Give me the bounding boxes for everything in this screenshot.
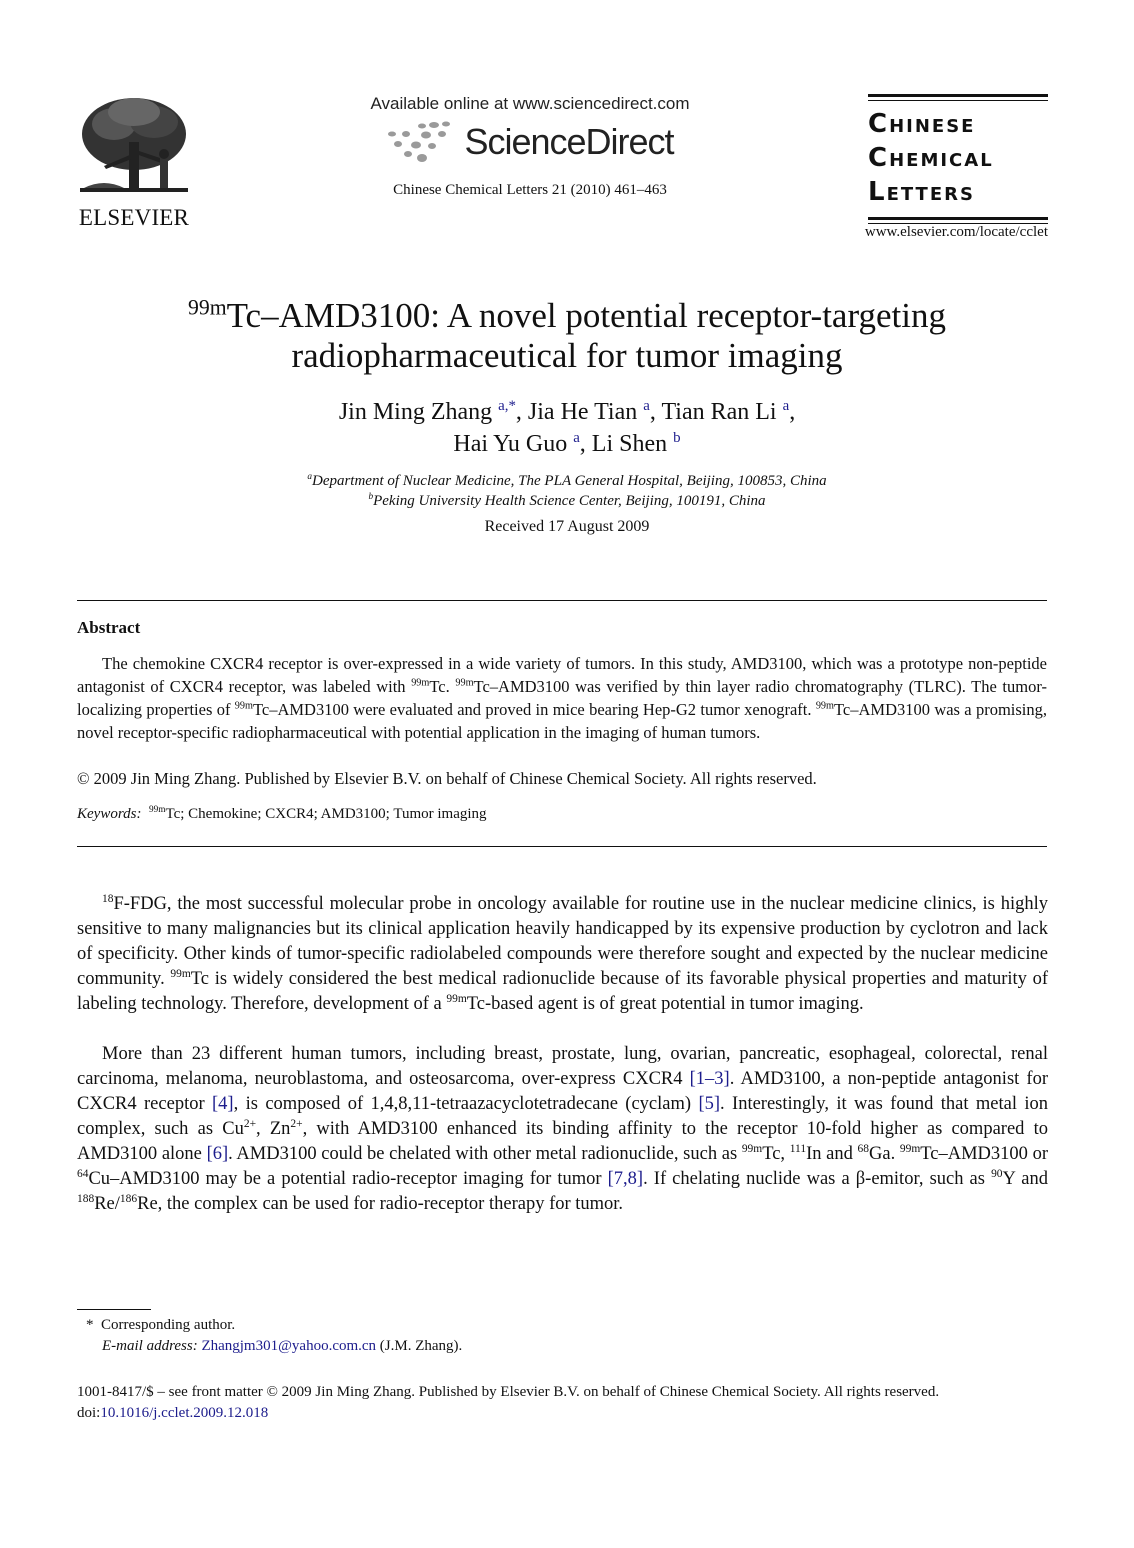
abstract-copyright: © 2009 Jin Ming Zhang. Published by Elsevier B.V. on behalf of Chinese Chemical Society. All rights reserved. <box>77 769 817 788</box>
citation-link[interactable]: [6] <box>206 1144 229 1164</box>
author-affiliation-mark[interactable]: a <box>573 430 580 446</box>
footnote-rule <box>77 1309 151 1310</box>
author-affiliation-mark[interactable]: a <box>782 398 790 414</box>
email-label: E-mail address: <box>102 1338 198 1354</box>
front-matter-copyright: 1001-8417/$ – see front matter © 2009 Jin Ming Zhang. Published by Elsevier B.V. on behalf of Chinese Chemical Society. All rights reserved. <box>77 1384 940 1400</box>
keywords-label: Keywords: <box>77 806 142 822</box>
footnote-star: * <box>86 1317 94 1333</box>
author-name: Jin Ming Zhang <box>338 399 493 425</box>
header-center <box>300 94 760 199</box>
front-matter <box>77 1382 1048 1424</box>
title-line-2: radiopharmaceutical for tumor imaging <box>291 336 843 375</box>
sciencedirect-dots-icon <box>386 120 458 164</box>
author-affiliation-mark[interactable]: a <box>643 398 650 414</box>
abstract-top-divider <box>77 600 1047 601</box>
affiliation-mark: b <box>368 492 374 502</box>
doi-link[interactable]: 10.1016/j.cclet.2009.12.018 <box>100 1405 269 1421</box>
corresponding-author: Corresponding author. <box>101 1317 236 1333</box>
abstract-text: The chemokine CXCR4 receptor is over-expressed in a wide variety of tumors. In this study, AMD3100, which was a prototype non-peptide antagonist of CXCR4 receptor, was labeled with $^{99m}$Tc. $^{99m}$Tc–AMD3100 was verified by thin layer radio chromatography (TLRC). The tumor-localizing properties of $^{99m}$Tc–AMD3100 were evaluated and proved in mice bearing Hep-G2 tumor xenograft. $^{99m}$Tc–AMD3100 was a promising, novel receptor-specific radiopharmaceutical with potential application in the imaging of human tumors. <box>77 654 1048 742</box>
journal-masthead[interactable] <box>868 94 1048 224</box>
elsevier-logo[interactable] <box>74 94 194 231</box>
affiliation-text: Department of Nuclear Medicine, The PLA General Hospital, Beijing, 100853, China <box>311 473 827 489</box>
affiliation-text: Peking University Health Science Center, Beijing, 100191, China <box>373 493 766 509</box>
abstract-bottom-divider <box>77 846 1047 847</box>
journal-title-line: Chemical <box>868 143 994 173</box>
title-line-1: Tc–AMD3100: A novel potential receptor-targeting <box>226 296 946 335</box>
body-paragraph-1: $^{18}$F-FDG, the most successful molecular probe in oncology available for routine use in the nuclear medicine clinics, is highly sensitive to many malignancies but its clinical application heavily handicapped by its expensive production by cyclotron and lack of specificity. Other kinds of tumor-specific radiolabeled compounds were therefore sought and expected by the nuclear medicine community. $^{99m}$Tc is widely considered the best medical radionuclide because of its favorable physical properties and maturity of labeling technology. Therefore, development of a $^{99m}$Tc-based agent is of great potential in tumor imaging. <box>77 892 1048 1014</box>
email-owner: (J.M. Zhang). <box>379 1338 463 1354</box>
sciencedirect-wordmark: ScienceDirect <box>464 121 674 162</box>
author-name: Tian Ran Li <box>661 399 777 425</box>
citation-link[interactable]: [5] <box>698 1094 721 1114</box>
elsevier-tree-icon <box>74 94 194 198</box>
affiliation-mark: a <box>307 472 312 482</box>
author-name: Li Shen <box>591 431 668 457</box>
available-online-text[interactable]: Available online at www.sciencedirect.com <box>370 94 690 113</box>
journal-title-line: Chinese <box>868 109 976 139</box>
citation-link[interactable]: [1–3] <box>689 1069 730 1089</box>
sciencedirect-logo[interactable] <box>300 120 760 164</box>
author-affiliation-mark[interactable]: a,* <box>498 398 516 414</box>
doi-label: doi: <box>77 1405 101 1421</box>
affiliation-item <box>80 471 1054 491</box>
elsevier-wordmark: ELSEVIER <box>78 205 190 230</box>
masthead-bottom-rule <box>868 217 1048 220</box>
journal-citation: Chinese Chemical Letters 21 (2010) 461–463 <box>393 182 667 198</box>
footnote <box>86 1315 462 1357</box>
body-paragraph-2: More than 23 different human tumors, including breast, prostate, lung, ovarian, pancreatic, esophageal, colorectal, renal carcinoma, melanoma, neuroblastoma, and osteosarcoma, over-express CXCR4 [1–3]. AMD3100, a non-peptide antagonist for CXCR4 receptor [4], is composed of 1,4,8,11-tetraazacyclotetradecane (cyclam) [5]. Interestingly, it was found that metal ion complex, such as $Cu^{2+}$, $Zn^{2+}$, with AMD3100 enhanced its binding affinity to the receptor 10-fold higher as compared to AMD3100 alone [6]. AMD3100 could be chelated with other metal radionuclide, such as $^{99m}$Tc, $^{111}$In and $^{68}$Ga. $^{99m}$Tc–AMD3100 or $^{64}$Cu–AMD3100 may be a potential radio-receptor imaging for tumor [7,8]. If chelating nuclide was a β-emitor, such as $^{90}$Y and $^{188}$Re/$^{186}$Re, the complex can be used for radio-receptor therapy for tumor. <box>77 1044 1048 1214</box>
email-link[interactable]: Zhangjm301@yahoo.com.cn <box>201 1338 377 1354</box>
journal-url[interactable]: www.elsevier.com/locate/cclet <box>864 224 1048 240</box>
article-title <box>80 296 1054 376</box>
author-name: Hai Yu Guo <box>453 431 568 457</box>
title-superscript: 99m <box>188 295 227 320</box>
affiliation-item <box>80 491 1054 511</box>
keywords: Keywords: $^{99m}$Tc; Chemokine; CXCR4; AMD3100; Tumor imaging <box>77 805 487 822</box>
author-affiliation-mark[interactable]: b <box>673 430 681 446</box>
masthead-top-rule <box>868 94 1048 97</box>
abstract-heading: Abstract <box>77 618 141 637</box>
citation-link[interactable]: [4] <box>212 1094 234 1114</box>
journal-title <box>868 101 1048 217</box>
author-list: Jin Ming Zhang $^{a,*}$, Jia He Tian $^a$, Tian Ran Li $^a$, Hai Yu Guo $^a$, Li Shen $^b$ <box>338 398 796 457</box>
citation-link[interactable]: [7,8] <box>607 1169 644 1189</box>
affiliations <box>80 471 1054 511</box>
author-name: Jia He Tian <box>527 399 638 425</box>
keywords-list: Tc; Chemokine; CXCR4; AMD3100; Tumor imaging <box>165 806 487 822</box>
journal-title-line: Letters <box>868 177 975 207</box>
received-date: Received 17 August 2009 <box>484 518 650 535</box>
